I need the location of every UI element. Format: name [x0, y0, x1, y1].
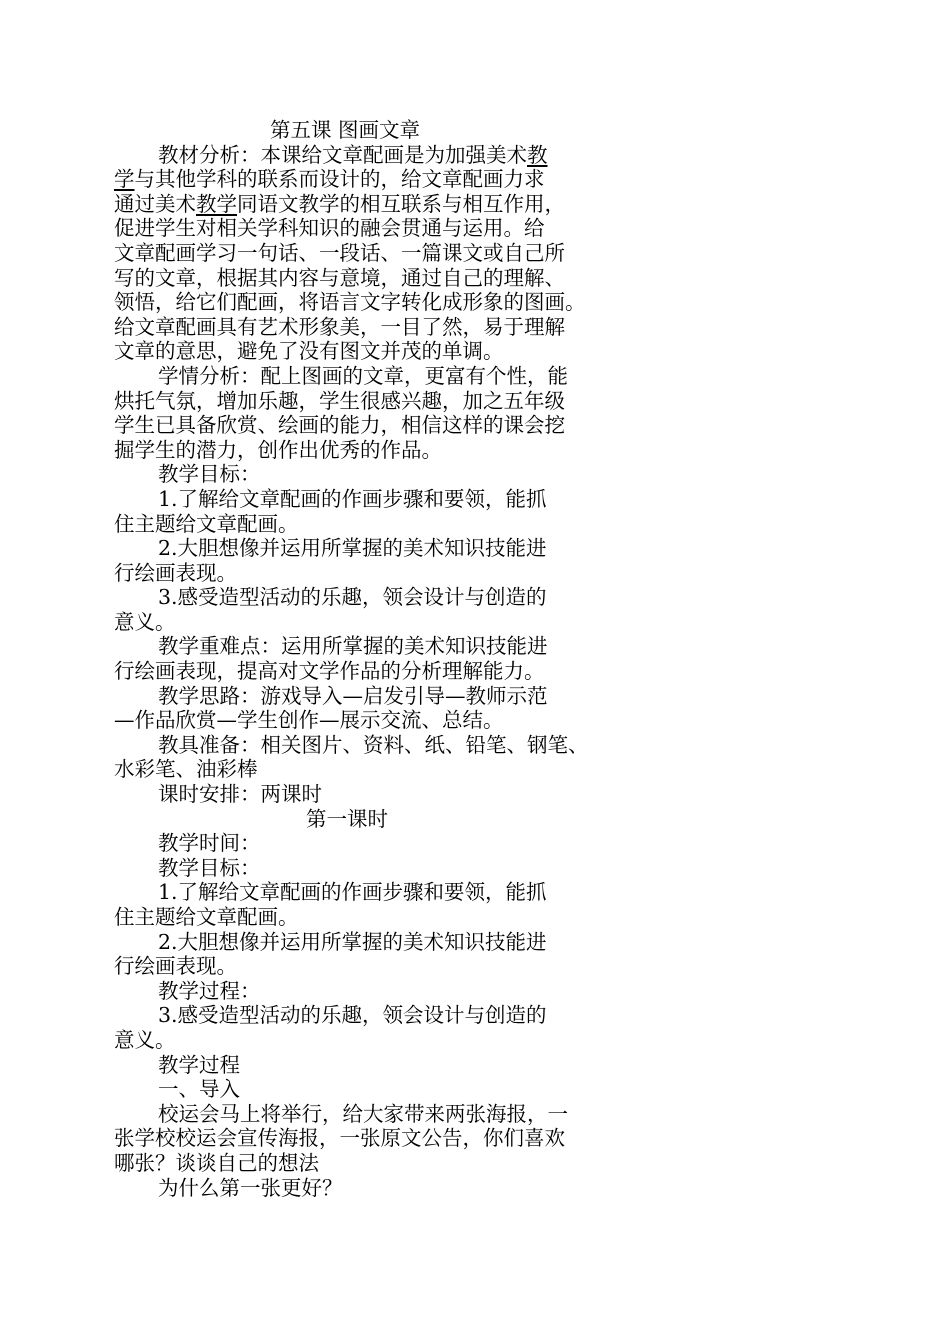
text-line: 教学时间： — [158, 831, 261, 856]
text-line: 1.了解给文章配画的作画步骤和要领，能抓 — [158, 880, 547, 905]
section-heading: 教学目标： — [158, 855, 261, 880]
text-line: 写的文章，根据其内容与意境，通过自己的理解、 — [114, 265, 565, 290]
lesson-title: 第五课 图画文章 — [270, 118, 421, 142]
text-line: 教具准备：相关图片、资料、纸、铅笔、钢笔、 — [158, 732, 589, 757]
text-line: 行绘画表现，提高对文学作品的分析理解能力。 — [114, 659, 545, 684]
teaching-link[interactable]: 教学 — [196, 191, 237, 216]
text-line: 行绘画表现。 — [114, 954, 237, 979]
text-span: 与其他学科的联系而设计的，给文章配画力求 — [134, 167, 545, 192]
text-line: 住主题给文章配画。 — [114, 511, 299, 536]
text-line — [114, 192, 594, 217]
text-line: 3.感受造型活动的乐趣，领会设计与创造的 — [158, 585, 547, 610]
text-line: 文章的意思，避免了没有图文并茂的单调。 — [114, 339, 504, 364]
text-line: 哪张？谈谈自己的想法 — [114, 1150, 319, 1175]
text-line: 水彩笔、油彩棒 — [114, 757, 258, 782]
text-line: 3.感受造型活动的乐趣，领会设计与创造的 — [158, 1003, 547, 1028]
teaching-link[interactable]: 学 — [114, 167, 135, 192]
section-heading: 教学过程： — [158, 978, 261, 1003]
text-line: 校运会马上将举行，给大家带来两张海报，一 — [158, 1101, 568, 1126]
text-line: 课时安排：两课时 — [158, 782, 322, 807]
text-line: 意义。 — [114, 609, 176, 634]
text-line: 2.大胆想像并运用所掌握的美术知识技能进 — [158, 536, 547, 561]
section-heading: 教学过程 — [158, 1052, 240, 1077]
lesson-subheading: 第一课时 — [306, 806, 388, 831]
text-line: 学生已具备欣赏、绘画的能力，相信这样的课会挖 — [114, 413, 565, 438]
text-line — [114, 143, 594, 168]
text-line: 促进学生对相关学科知识的融会贯通与运用。给 — [114, 216, 545, 241]
text-line: 烘托气氛，增加乐趣，学生很感兴趣，加之五年级 — [114, 388, 565, 413]
text-line: 教学重难点：运用所掌握的美术知识技能进 — [158, 634, 548, 659]
text-line: 文章配画学习一句话、一段话、一篇课文或自己所 — [114, 240, 565, 265]
text-line: 给文章配画具有艺术形象美，一目了然，易于理解 — [114, 314, 565, 339]
text-line: 1.了解给文章配画的作画步骤和要领，能抓 — [158, 486, 547, 511]
section-heading: 教学目标： — [158, 462, 261, 487]
text-line: 掘学生的潜力，创作出优秀的作品。 — [114, 437, 442, 462]
text-line: 住主题给文章配画。 — [114, 905, 299, 929]
text-line: 教学思路：游戏导入—启发引导—教师示范 — [158, 683, 548, 708]
text-line — [114, 167, 594, 192]
text-line: 意义。 — [114, 1027, 176, 1052]
teaching-link[interactable]: 教 — [527, 142, 548, 167]
text-span: 教材分析：本课给文章配画是为加强美术 — [158, 142, 527, 167]
text-span: 同语文教学的相互联系与相互作用， — [237, 191, 565, 216]
text-line: 2.大胆想像并运用所掌握的美术知识技能进 — [158, 929, 547, 954]
text-line: 张学校校运会宣传海报，一张原文公告，你们喜欢 — [114, 1126, 565, 1151]
text-line: 行绘画表现。 — [114, 560, 237, 585]
document-page — [114, 118, 594, 1200]
text-span: 通过美术 — [114, 191, 196, 216]
text-line: 学情分析：配上图画的文章，更富有个性，能 — [158, 363, 568, 388]
text-line: —作品欣赏—学生创作—展示交流、总结。 — [114, 708, 504, 733]
text-line: 领悟，给它们配画，将语言文字转化成形象的图画。 — [114, 290, 586, 315]
section-heading: 一、导入 — [158, 1077, 240, 1102]
text-line: 为什么第一张更好？ — [158, 1175, 343, 1200]
